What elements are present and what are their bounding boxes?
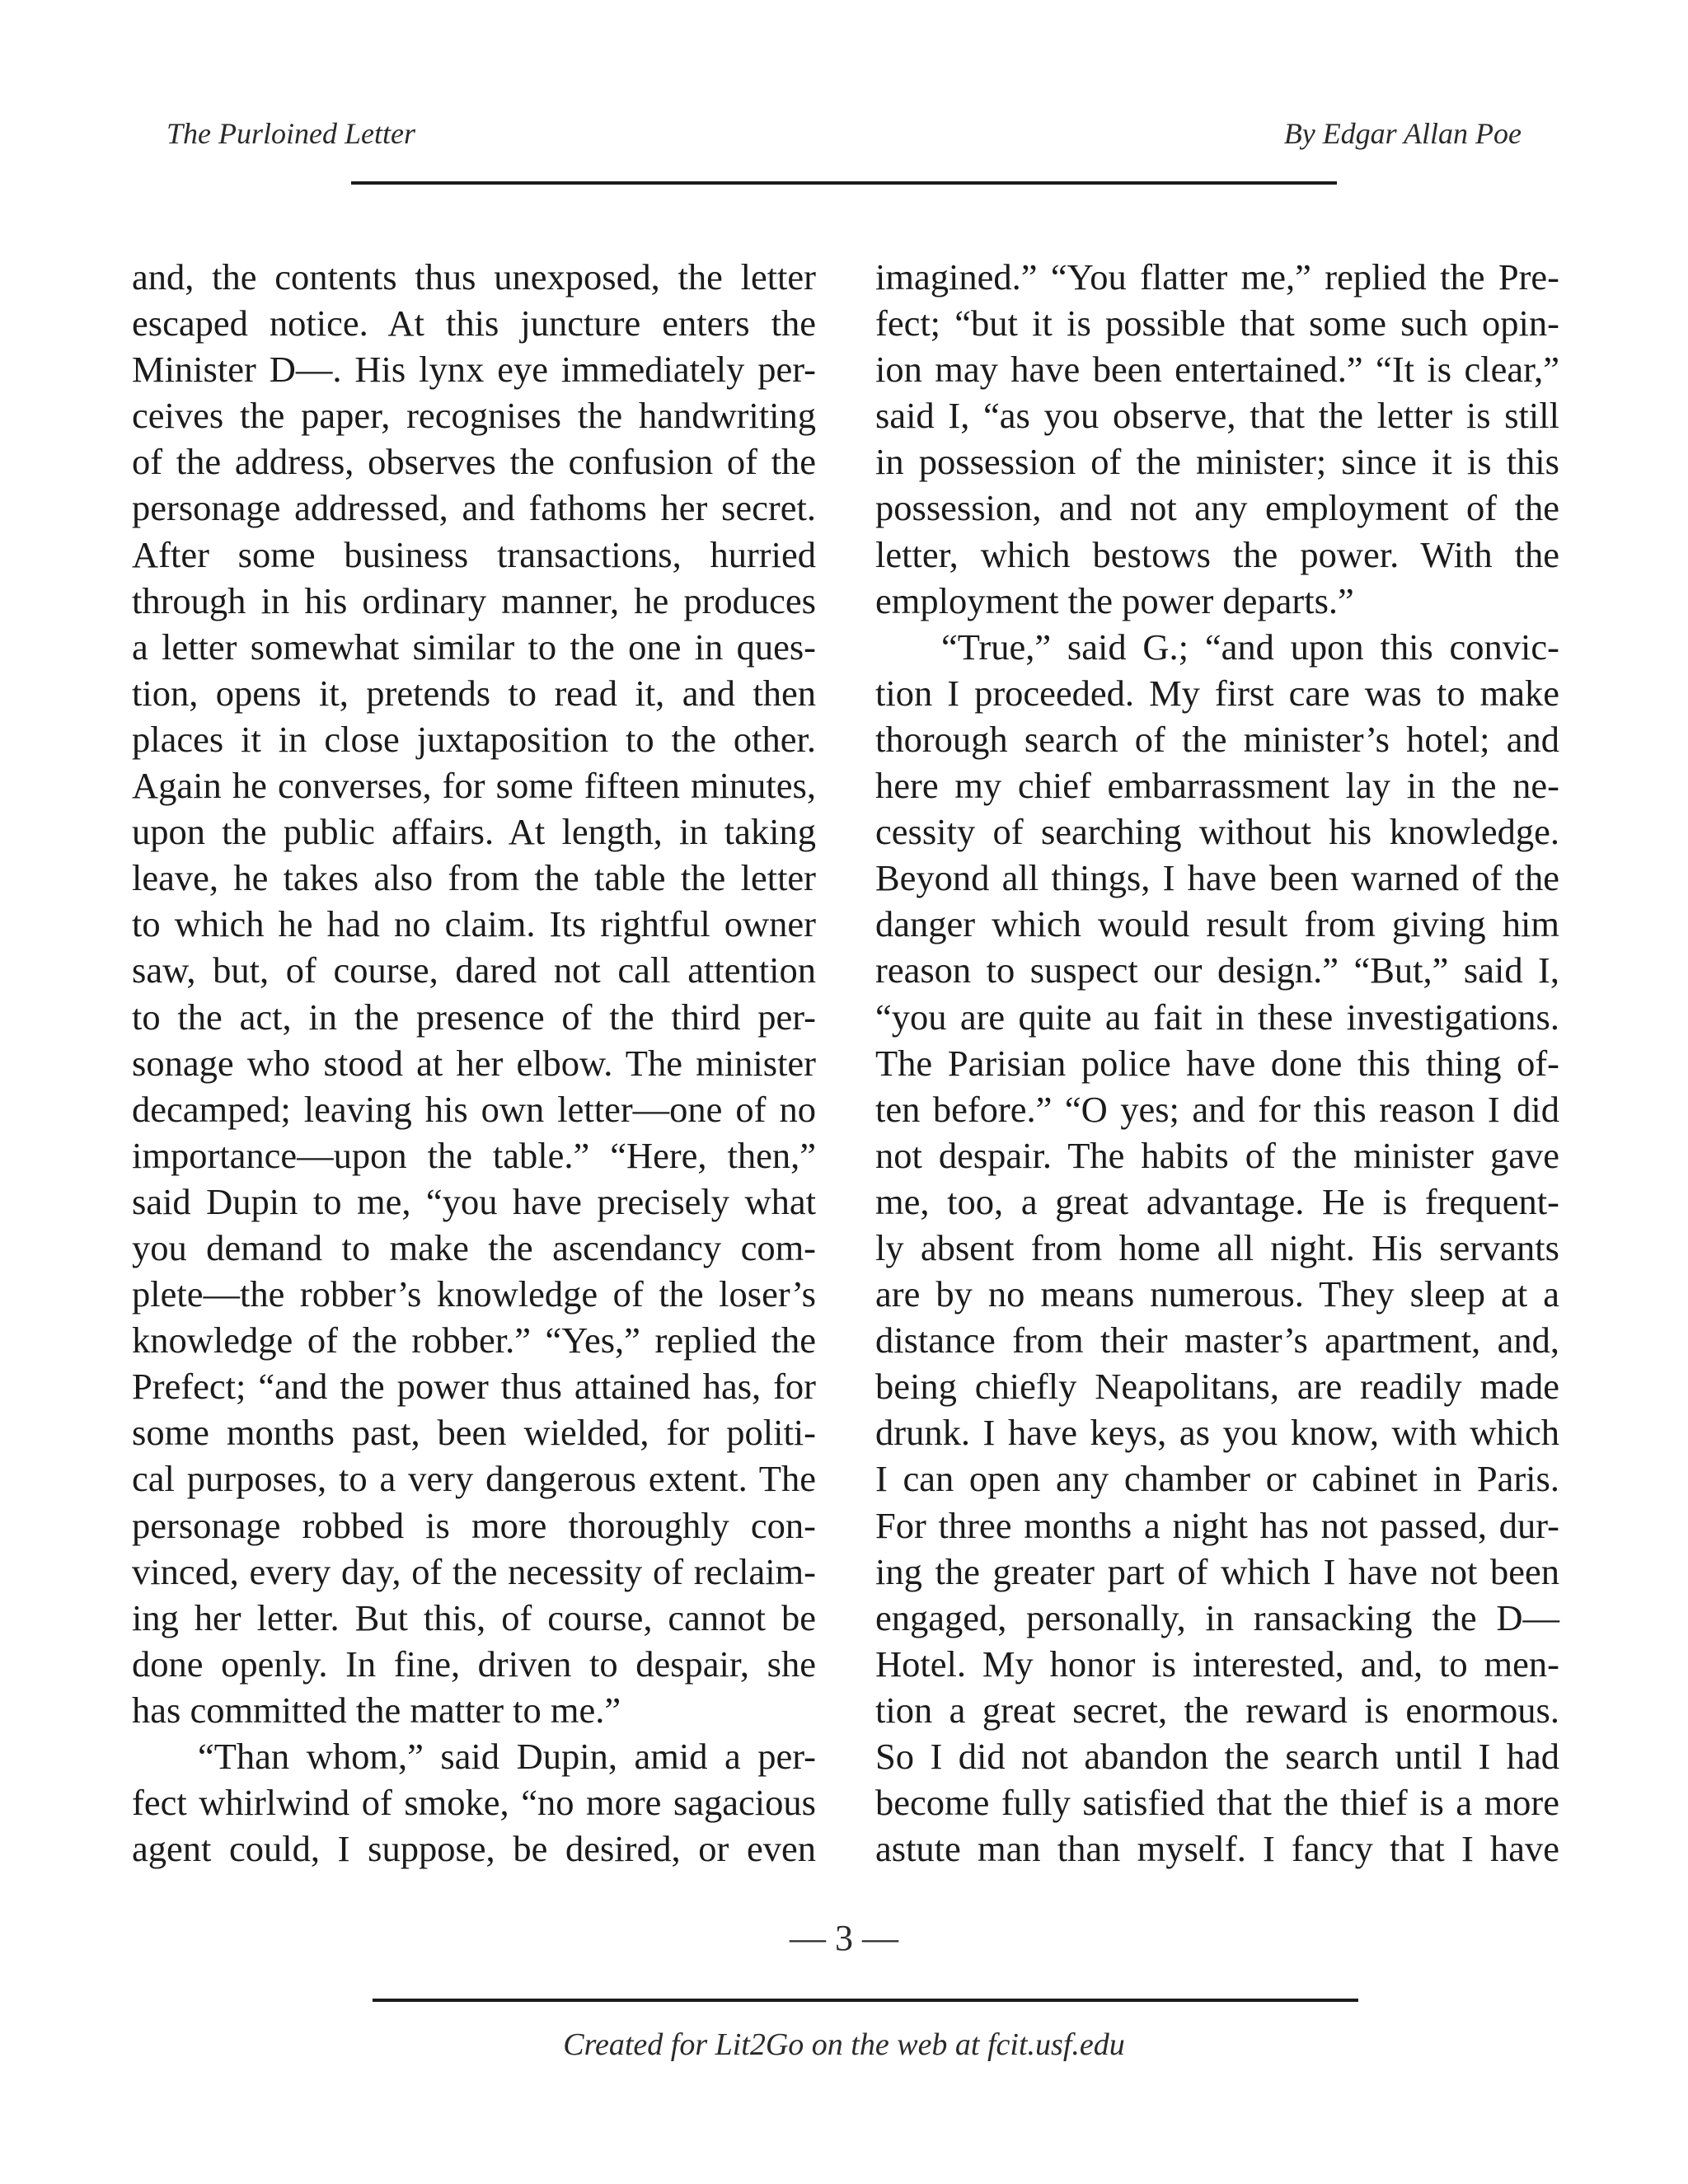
- running-header-author: By Edgar Allan Poe: [1283, 117, 1522, 150]
- text-line: being chiefly Neapolitans, are readily made: [875, 1366, 1559, 1408]
- text-line: cal purposes, to a very dangerous extent. The: [132, 1458, 816, 1500]
- text-line: Again he converses, for some fifteen minutes,: [132, 765, 816, 807]
- text-line: me, too, a great advantage. He is frequent-: [875, 1180, 1559, 1222]
- text-line: reason to suspect our design.” “But,” said I,: [875, 949, 1559, 991]
- text-line: fect whirlwind of smoke, “no more sagacious: [132, 1782, 816, 1824]
- text-line: personage addressed, and fathoms her secret.: [132, 487, 816, 529]
- text-line: Beyond all things, I have been warned of the: [875, 857, 1559, 899]
- text-line: ing her letter. But this, of course, cannot be: [132, 1596, 816, 1638]
- text-line: engaged, personally, in ransacking the D—: [875, 1596, 1559, 1638]
- text-line: ly absent from home all night. His servants: [875, 1226, 1559, 1268]
- left-text-column: [132, 254, 816, 1872]
- text-line: leave, he takes also from the table the letter: [132, 857, 816, 899]
- right-text-column: [875, 254, 1559, 1872]
- footer-rule: [373, 1999, 1358, 2002]
- text-line: of the address, observes the confusion of the: [132, 441, 816, 483]
- text-line: said I, “as you observe, that the letter is still: [875, 395, 1559, 437]
- text-line: importance—upon the table.” “Here, then,”: [132, 1134, 816, 1176]
- text-line: “Than whom,” said Dupin, amid a per-: [198, 1736, 816, 1777]
- text-line: ceives the paper, recognises the handwriting: [132, 395, 816, 437]
- text-line: “True,” said G.; “and upon this convic-: [941, 626, 1559, 668]
- text-line: fect; “but it is possible that some such opin-: [875, 302, 1559, 344]
- text-line: done openly. In fine, driven to despair, she: [132, 1643, 816, 1685]
- text-line: ion may have been entertained.” “It is clear,”: [875, 349, 1559, 391]
- text-line: tion, opens it, pretends to read it, and then: [132, 672, 816, 714]
- text-line: I can open any chamber or cabinet in Paris.: [875, 1458, 1559, 1500]
- text-line: imagined.” “You flatter me,” replied the Pre-: [875, 256, 1559, 298]
- text-line: has committed the matter to me.”: [132, 1689, 621, 1731]
- text-line: to the act, in the presence of the third per-: [132, 996, 816, 1038]
- text-line: agent could, I suppose, be desired, or even: [132, 1828, 816, 1870]
- text-line: you demand to make the ascendancy com-: [132, 1226, 816, 1268]
- text-line: The Parisian police have done this thing of-: [875, 1042, 1559, 1084]
- text-line: through in his ordinary manner, he produces: [132, 579, 816, 621]
- text-line: personage robbed is more thoroughly con-: [132, 1504, 816, 1546]
- text-line: to which he had no claim. Its rightful owner: [132, 903, 816, 945]
- running-header-title: The Purloined Letter: [166, 117, 415, 150]
- text-line: not despair. The habits of the minister gave: [875, 1134, 1559, 1176]
- text-line: employment the power departs.”: [875, 579, 1354, 621]
- text-line: sonage who stood at her elbow. The minister: [132, 1042, 816, 1084]
- text-line: saw, but, of course, dared not call attention: [132, 949, 816, 991]
- text-line: ing the greater part of which I have not been: [875, 1550, 1559, 1592]
- text-line: and, the contents thus unexposed, the letter: [132, 256, 816, 298]
- text-line: decamped; leaving his own letter—one of no: [132, 1088, 816, 1130]
- text-line: distance from their master’s apartment, and,: [875, 1319, 1559, 1361]
- text-line: After some business transactions, hurried: [132, 533, 816, 575]
- text-line: are by no means numerous. They sleep at a: [875, 1273, 1559, 1315]
- footer-credit: Created for Lit2Go on the web at fcit.usf.edu: [563, 2027, 1125, 2062]
- text-line: danger which would result from giving him: [875, 903, 1559, 945]
- text-line: letter, which bestows the power. With the: [875, 533, 1559, 575]
- text-line: here my chief embarrassment lay in the ne-: [875, 765, 1559, 807]
- text-line: become fully satisfied that the thief is a more: [875, 1782, 1559, 1824]
- text-line: tion a great secret, the reward is enormous.: [875, 1689, 1559, 1731]
- text-line: places it in close juxtaposition to the other.: [132, 718, 816, 760]
- text-line: said Dupin to me, “you have precisely what: [132, 1180, 816, 1222]
- text-line: For three months a night has not passed, dur-: [875, 1504, 1559, 1546]
- text-line: “you are quite au fait in these investigations.: [875, 996, 1559, 1038]
- text-line: possession, and not any employment of the: [875, 487, 1559, 529]
- text-line: drunk. I have keys, as you know, with which: [875, 1412, 1559, 1454]
- text-line: So I did not abandon the search until I had: [875, 1736, 1559, 1777]
- text-line: Minister D—. His lynx eye immediately per-: [132, 349, 816, 391]
- text-line: cessity of searching without his knowledge.: [875, 811, 1559, 853]
- text-line: vinced, every day, of the necessity of reclaim-: [132, 1550, 816, 1592]
- text-line: astute man than myself. I fancy that I have: [875, 1828, 1559, 1870]
- text-line: some months past, been wielded, for politi-: [132, 1412, 816, 1454]
- text-line: plete—the robber’s knowledge of the loser’s: [132, 1273, 816, 1315]
- text-line: upon the public affairs. At length, in taking: [132, 811, 816, 853]
- text-line: tion I proceeded. My first care was to make: [875, 672, 1559, 714]
- text-line: Hotel. My honor is interested, and, to men-: [875, 1643, 1559, 1685]
- text-line: a letter somewhat similar to the one in ques-: [132, 626, 816, 668]
- header-rule: [351, 181, 1337, 185]
- text-line: ten before.” “O yes; and for this reason I did: [875, 1088, 1559, 1130]
- text-line: in possession of the minister; since it is this: [875, 441, 1559, 483]
- text-line: escaped notice. At this juncture enters the: [132, 302, 816, 344]
- text-line: knowledge of the robber.” “Yes,” replied the: [132, 1319, 816, 1361]
- text-line: Prefect; “and the power thus attained has, for: [132, 1366, 816, 1408]
- text-line: thorough search of the minister’s hotel; and: [875, 718, 1559, 760]
- page-number: — 3 —: [790, 1918, 898, 1958]
